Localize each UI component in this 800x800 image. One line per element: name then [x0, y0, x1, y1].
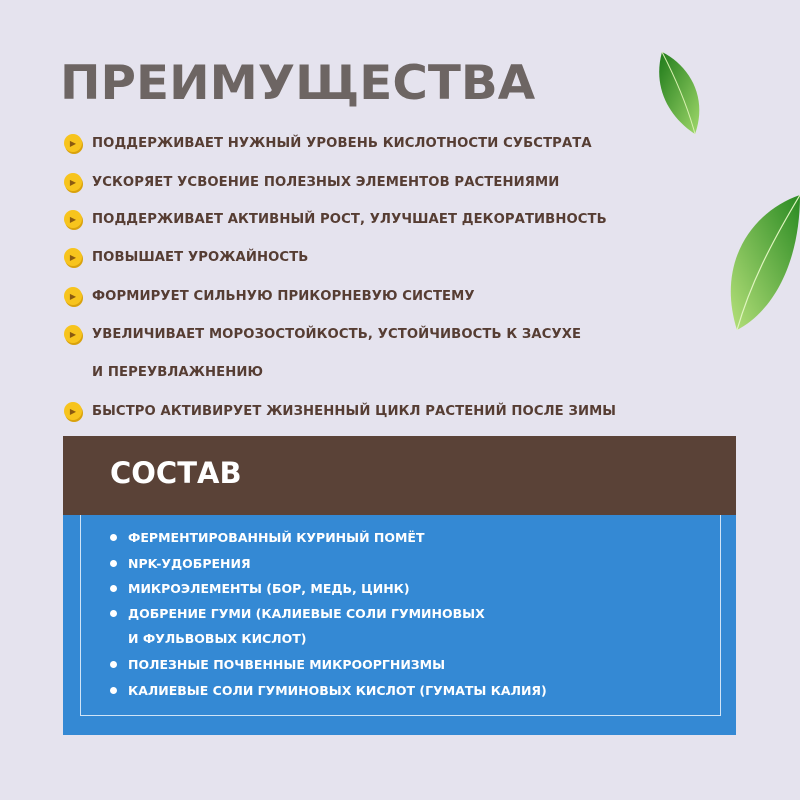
bullet-dot-icon — [110, 560, 117, 567]
list-item-continuation: И ПЕРЕУВЛАЖНЕНИЮ — [92, 364, 264, 380]
play-bullet-icon: ▶ — [64, 402, 82, 420]
list-item: ДОБРЕНИЕ ГУМИ (КАЛИЕВЫЕ СОЛИ ГУМИНОВЫХ — [110, 603, 485, 623]
leaf-top-icon — [650, 48, 710, 138]
list-item: ▶ ПОДДЕРЖИВАЕТ АКТИВНЫЙ РОСТ, УЛУЧШАЕТ ДЕКОРАТИВНОСТЬ — [64, 208, 607, 230]
list-item: ПОЛЕЗНЫЕ ПОЧВЕННЫЕ МИКРООРГНИЗМЫ — [110, 654, 445, 674]
leaf-right-icon — [715, 190, 800, 335]
bullet-dot-icon — [110, 687, 117, 694]
list-item: КАЛИЕВЫЕ СОЛИ ГУМИНОВЫХ КИСЛОТ (ГУМАТЫ КАЛИЯ) — [110, 680, 547, 700]
list-item: ▶ ПОДДЕРЖИВАЕТ НУЖНЫЙ УРОВЕНЬ КИСЛОТНОСТИ СУБСТРАТА — [64, 132, 592, 154]
list-item: NPK-УДОБРЕНИЯ — [110, 553, 251, 573]
play-bullet-icon: ▶ — [64, 325, 82, 343]
composition-title: СОСТАВ — [110, 456, 242, 490]
play-bullet-icon: ▶ — [64, 248, 82, 266]
list-item: ▶ ФОРМИРУЕТ СИЛЬНУЮ ПРИКОРНЕВУЮ СИСТЕМУ — [64, 285, 475, 307]
bullet-dot-icon — [110, 610, 117, 617]
list-item: ▶ УВЕЛИЧИВАЕТ МОРОЗОСТОЙКОСТЬ, УСТОЙЧИВОСТЬ К ЗАСУХЕ — [64, 323, 581, 345]
list-item: ФЕРМЕНТИРОВАННЫЙ КУРИНЫЙ ПОМЁТ — [110, 527, 425, 547]
bullet-dot-icon — [110, 534, 117, 541]
play-bullet-icon: ▶ — [64, 173, 82, 191]
play-bullet-icon: ▶ — [64, 134, 82, 152]
play-bullet-icon: ▶ — [64, 210, 82, 228]
list-item: МИКРОЭЛЕМЕНТЫ (БОР, МЕДЬ, ЦИНК) — [110, 578, 410, 598]
list-item: ▶ ПОВЫШАЕТ УРОЖАЙНОСТЬ — [64, 246, 308, 268]
list-item: ▶ УСКОРЯЕТ УСВОЕНИЕ ПОЛЕЗНЫХ ЭЛЕМЕНТОВ РАСТЕНИЯМИ — [64, 171, 559, 193]
advantages-title: ПРЕИМУЩЕСТВА — [60, 56, 536, 111]
bullet-dot-icon — [110, 585, 117, 592]
bullet-dot-icon — [110, 661, 117, 668]
play-bullet-icon: ▶ — [64, 287, 82, 305]
list-item-continuation: И ФУЛЬВОВЫХ КИСЛОТ) — [128, 630, 307, 646]
list-item: ▶ БЫСТРО АКТИВИРУЕТ ЖИЗНЕННЫЙ ЦИКЛ РАСТЕНИЙ ПОСЛЕ ЗИМЫ — [64, 400, 616, 422]
